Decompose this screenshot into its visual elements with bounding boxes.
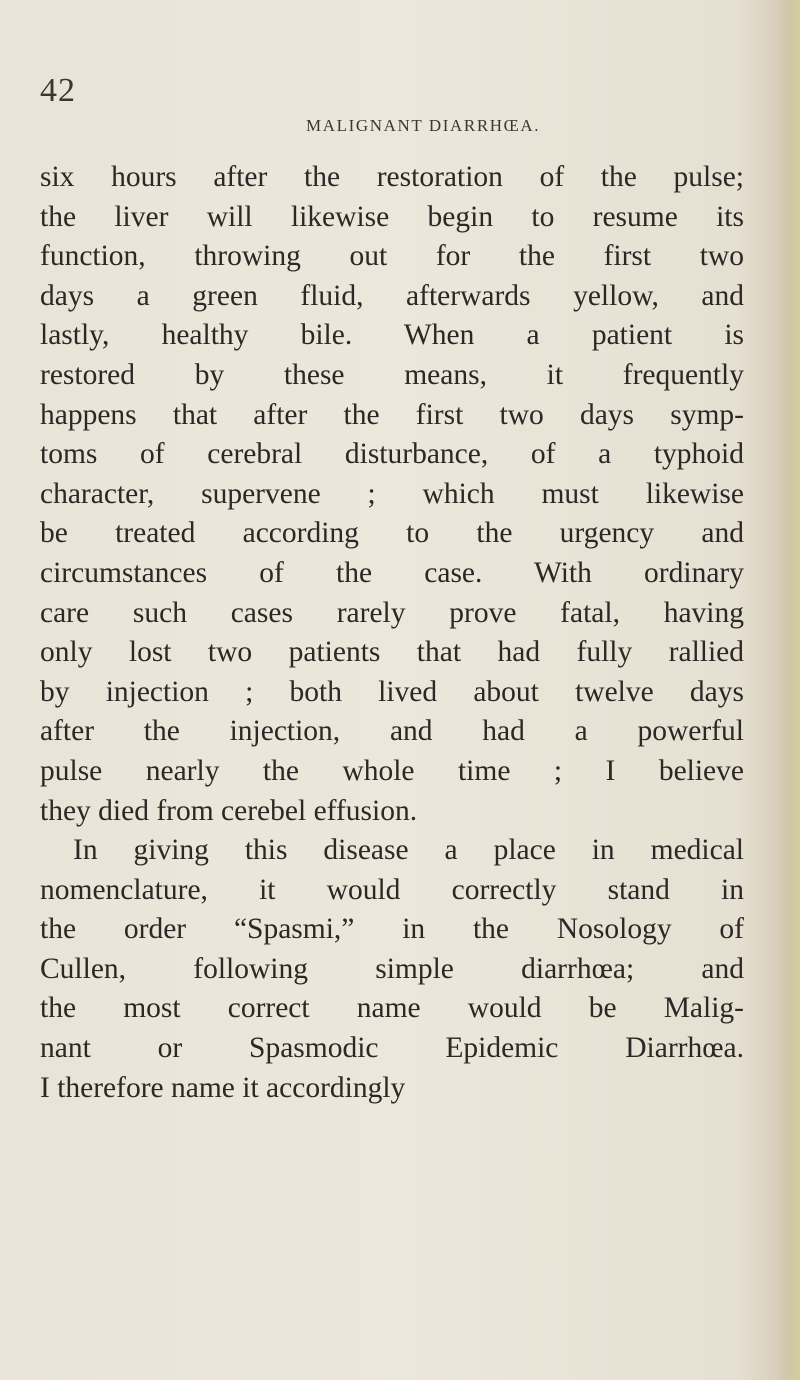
page-edge-shadow xyxy=(774,0,800,1380)
text-line: six hours after the restoration of the pulse; xyxy=(40,161,744,193)
body-text xyxy=(40,158,744,1108)
text-line: restored by these means, it frequently xyxy=(40,358,744,391)
page-number: 42 xyxy=(40,72,76,109)
text-line: pulse nearly the whole time ; I believe xyxy=(40,754,744,787)
text-line: I therefore name it accordingly xyxy=(40,1071,406,1104)
text-line: nomenclature, it would correctly stand in xyxy=(40,873,744,906)
text-line: function, throwing out for the first two xyxy=(40,240,744,273)
text-line: the liver will likewise begin to resume its xyxy=(40,200,744,233)
text-line: lastly, healthy bile. When a patient is xyxy=(40,319,744,352)
text-line: they died from cerebel effusion. xyxy=(40,794,418,827)
text-line: the most correct name would be Malig- xyxy=(40,992,744,1025)
text-line: circumstances of the case. With ordinary xyxy=(40,556,744,589)
text-line: be treated according to the urgency and xyxy=(40,517,744,550)
text-line: the order “Spasmi,” in the Nosology of xyxy=(40,913,744,946)
text-line: nant or Spasmodic Epidemic Diarrhœa. xyxy=(40,1032,744,1065)
text-line: Cullen, following simple diarrhœa; and xyxy=(40,952,744,985)
running-head: MALIGNANT DIARRHŒA. xyxy=(306,116,541,135)
text-line: In giving this disease a place in medical xyxy=(73,834,744,867)
text-line: days a green fluid, afterwards yellow, and xyxy=(40,279,744,312)
text-line: toms of cerebral disturbance, of a typhoid xyxy=(40,438,744,471)
text-line: by injection ; both lived about twelve days xyxy=(40,675,744,708)
text-line: character, supervene ; which must likewise xyxy=(40,477,744,510)
text-line: happens that after the first two days symp- xyxy=(40,398,744,431)
text-line: only lost two patients that had fully rallied xyxy=(40,636,744,669)
text-line: care such cases rarely prove fatal, having xyxy=(40,596,744,629)
text-line: after the injection, and had a powerful xyxy=(40,715,744,748)
